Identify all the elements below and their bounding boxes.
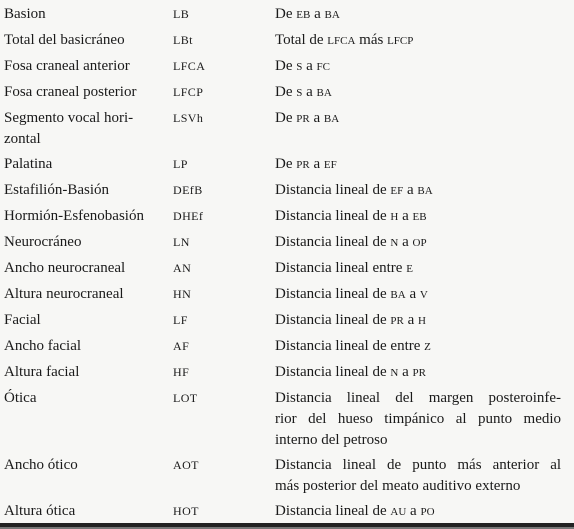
measurement-name: Ancho neurocraneal (4, 260, 126, 276)
measurement-description: Distancia lineal de punto más anterior al más posterior del meato auditivo externo (275, 457, 562, 494)
measurement-description: Total de lfca más lfcp (275, 32, 414, 48)
measurement-name: Ancho facial (4, 338, 82, 354)
measurement-name: Total del basicráneo (4, 32, 125, 48)
measurement-abbreviation: LB (173, 7, 190, 21)
measurement-abbreviation: AOT (173, 458, 199, 472)
measurement-abbreviation: HOT (173, 504, 199, 518)
measurement-abbreviation: LOT (173, 391, 198, 405)
measurement-name: Facial (4, 312, 41, 328)
measurement-abbreviation: LBt (173, 33, 193, 47)
measurement-name: Fosa craneal posterior (4, 84, 137, 100)
measurement-description: De s a fc (275, 58, 331, 74)
measurement-description: Distancia lineal de pr a h (275, 312, 426, 328)
measurement-description: Distancia lineal del margen posteroinfe- rior del hueso timpánico al punto medio interno del petroso (275, 390, 562, 448)
measurement-abbreviation: AN (173, 261, 192, 275)
measurement-name: Hormión-Esfenobasión (4, 208, 144, 224)
measurement-abbreviation: LFCA (173, 59, 206, 73)
measurement-name: Altura facial (4, 364, 80, 380)
measurement-description: De eb a ba (275, 6, 340, 22)
measurement-description: De pr a ba (275, 110, 340, 126)
measurement-description: Distancia lineal de ba a v (275, 286, 428, 302)
measurement-name: Segmento vocal hori- zontal (4, 110, 134, 147)
measurement-description: Distancia lineal de ef a ba (275, 182, 433, 198)
measurement-description: Distancia lineal de h a eb (275, 208, 427, 224)
measurement-name: Estafilión-Basión (4, 182, 109, 198)
measurement-name: Basion (4, 6, 46, 22)
measurement-description: Distancia lineal de entre z (275, 338, 431, 354)
measurement-abbreviation: LSVh (173, 111, 204, 125)
measurement-description: Distancia lineal de au a po (275, 503, 435, 519)
measurement-abbreviation: LF (173, 313, 188, 327)
measurement-description: De pr a ef (275, 156, 337, 172)
measurement-description: De s a ba (275, 84, 332, 100)
measurement-name: Ótica (4, 390, 37, 406)
measurement-description: Distancia lineal entre e (275, 260, 413, 276)
measurement-description: Distancia lineal de n a op (275, 234, 427, 250)
measurement-abbreviation: LP (173, 157, 188, 171)
measurement-abbreviation: HF (173, 365, 190, 379)
measurement-abbreviation: HN (173, 287, 192, 301)
measurement-abbreviation: AF (173, 339, 190, 353)
measurement-abbreviation: DEfB (173, 183, 203, 197)
measurement-name: Altura ótica (4, 503, 76, 519)
measurement-description: Distancia lineal de n a pr (275, 364, 426, 380)
measurement-name: Neurocráneo (4, 234, 82, 250)
measurement-name: Ancho ótico (4, 457, 78, 473)
measurement-name: Fosa craneal anterior (4, 58, 130, 74)
measurement-name: Palatina (4, 156, 53, 172)
measurement-abbreviation: LN (173, 235, 190, 249)
measurement-abbreviation: LFCP (173, 85, 204, 99)
measurement-name: Altura neurocraneal (4, 286, 124, 302)
measurement-abbreviation: DHEf (173, 209, 204, 223)
